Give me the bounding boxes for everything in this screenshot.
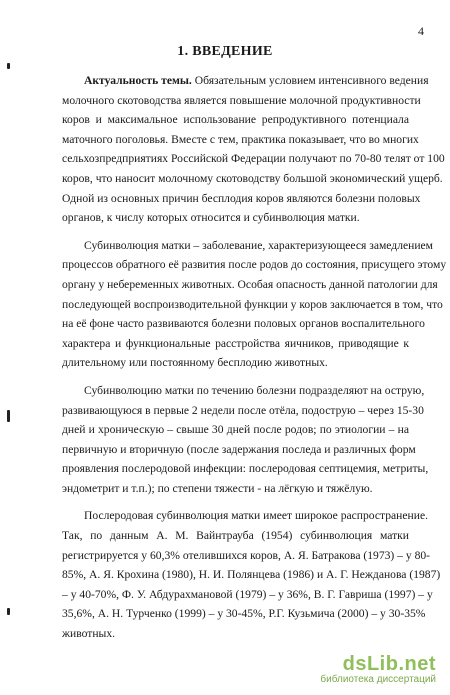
- line-text: животных.: [62, 627, 116, 641]
- text-line: [62, 275, 438, 295]
- line-text: эндометрит и т.п.); по степени тяжести - на лёгкую и тяжёлую.: [62, 481, 373, 495]
- line-text: 35,6%, А. Н. Турченко (1999) – у 30-45%, Р.Г. Кузьмича (2000) – у 30-35%: [62, 607, 426, 621]
- text-line: [62, 401, 424, 421]
- line-text: характера и функциональные расстройства яичников, приводящие к: [62, 336, 409, 350]
- text-line: [62, 459, 429, 479]
- line-text: длительному или постоянному бесплодию животных.: [62, 356, 328, 370]
- text-line: [62, 604, 426, 624]
- bold-lead-in: Актуальность темы.: [84, 74, 192, 87]
- text-line: [62, 479, 409, 499]
- line-text: развивающуюся в первые 2 недели после отёла, подострую – через 15-30: [62, 403, 424, 417]
- line-text: 85%, А. Я. Крохина (1980), Н. И. Полянцева (1986) и А. Г. Нежданова (1987): [62, 568, 441, 582]
- line-text: Одной из основных причин бесплодия коров являются болезни половых: [62, 191, 421, 205]
- text-line: [62, 255, 447, 275]
- section-title: 1. ВВЕДЕНИЕ: [177, 44, 273, 59]
- line-text: процессов обратного её развития после родов до состояния, присущего этому: [62, 258, 447, 272]
- text-line: [62, 169, 443, 189]
- line-text: маточного поголовья. Вместе с тем, практика показывает, что во многих: [62, 132, 419, 146]
- text-line: [62, 189, 421, 209]
- text-line: [62, 149, 445, 169]
- text-line: [62, 334, 409, 354]
- line-text: органу у небеременных животных. Особая опасность данной патологии для: [62, 277, 438, 291]
- line-text: – у 40-70%, Ф. У. Абдурахмановой (1979) – у 36%, В. Г. Гавриша (1997) – у: [62, 587, 433, 601]
- line-text: сельхозпредприятиях Российской Федерации получают по 70-80 телят от 100: [62, 152, 445, 166]
- text-line: [62, 71, 429, 91]
- line-text: первичную и вторичную (после задержания последа и различных форм: [62, 442, 416, 456]
- line-text: Обязательным условием интенсивного ведения: [191, 74, 429, 87]
- text-line: [62, 526, 409, 546]
- watermark: [320, 653, 436, 685]
- text-line: [62, 353, 409, 373]
- text-line: [62, 130, 419, 150]
- text-line: [62, 506, 428, 526]
- watermark-logo: dsLib.net: [342, 653, 436, 675]
- text-line: [62, 565, 441, 585]
- line-text: проявления послеродовой инфекции: послеродовая септицемия, метриты,: [62, 462, 429, 476]
- text-line: [62, 236, 434, 256]
- text-line: [62, 314, 425, 334]
- text-line: [62, 420, 409, 440]
- line-text: Так, по данным А. М. Вайнтрауба (1954) субинволюция матки: [62, 529, 409, 543]
- body-text: [62, 71, 447, 644]
- line-text: дней и хроническую – свыше 30 дней после родов; по этиологии – на: [62, 423, 409, 437]
- line-text: последующей воспроизводительной функции у коров заключается в том, что: [62, 297, 443, 311]
- text-line: [62, 546, 431, 566]
- line-text: коров и максимальное использование репродуктивного потенциала: [62, 113, 409, 127]
- line-text: Субинволюцию матки по течению болезни подразделяют на острую,: [84, 383, 425, 397]
- line-text: органов, к числу которых относится и субинволюция матки.: [62, 211, 360, 225]
- text-line: [62, 585, 433, 605]
- margin-mark: [7, 608, 10, 615]
- text-line: [62, 208, 409, 228]
- text-line: [62, 295, 443, 315]
- watermark-subtitle: библиотека диссертаций: [320, 674, 436, 685]
- text-line: [62, 110, 409, 130]
- text-line: [62, 440, 416, 460]
- text-line: [62, 624, 409, 644]
- line-text: Послеродовая субинволюция матки имеет широкое распространение.: [84, 509, 428, 523]
- line-text: на её фоне часто развиваются болезни половых органов воспалительного: [62, 317, 425, 331]
- margin-mark: [7, 63, 10, 69]
- line-text: регистрируется у 60,3% отелившихся коров, А. Я. Батракова (1973) – у 80-: [62, 548, 431, 562]
- line-text: Субинволюция матки – заболевание, характеризующееся замедлением: [84, 238, 434, 252]
- margin-mark: [7, 410, 10, 422]
- page-number: 4: [418, 24, 424, 38]
- text-line: [62, 91, 421, 111]
- line-text: коров, что наносит молочному скотоводству большой экономический ущерб.: [62, 171, 443, 185]
- line-text: молочного скотоводства является повышение молочной продуктивности: [62, 93, 421, 107]
- text-line: [62, 381, 425, 401]
